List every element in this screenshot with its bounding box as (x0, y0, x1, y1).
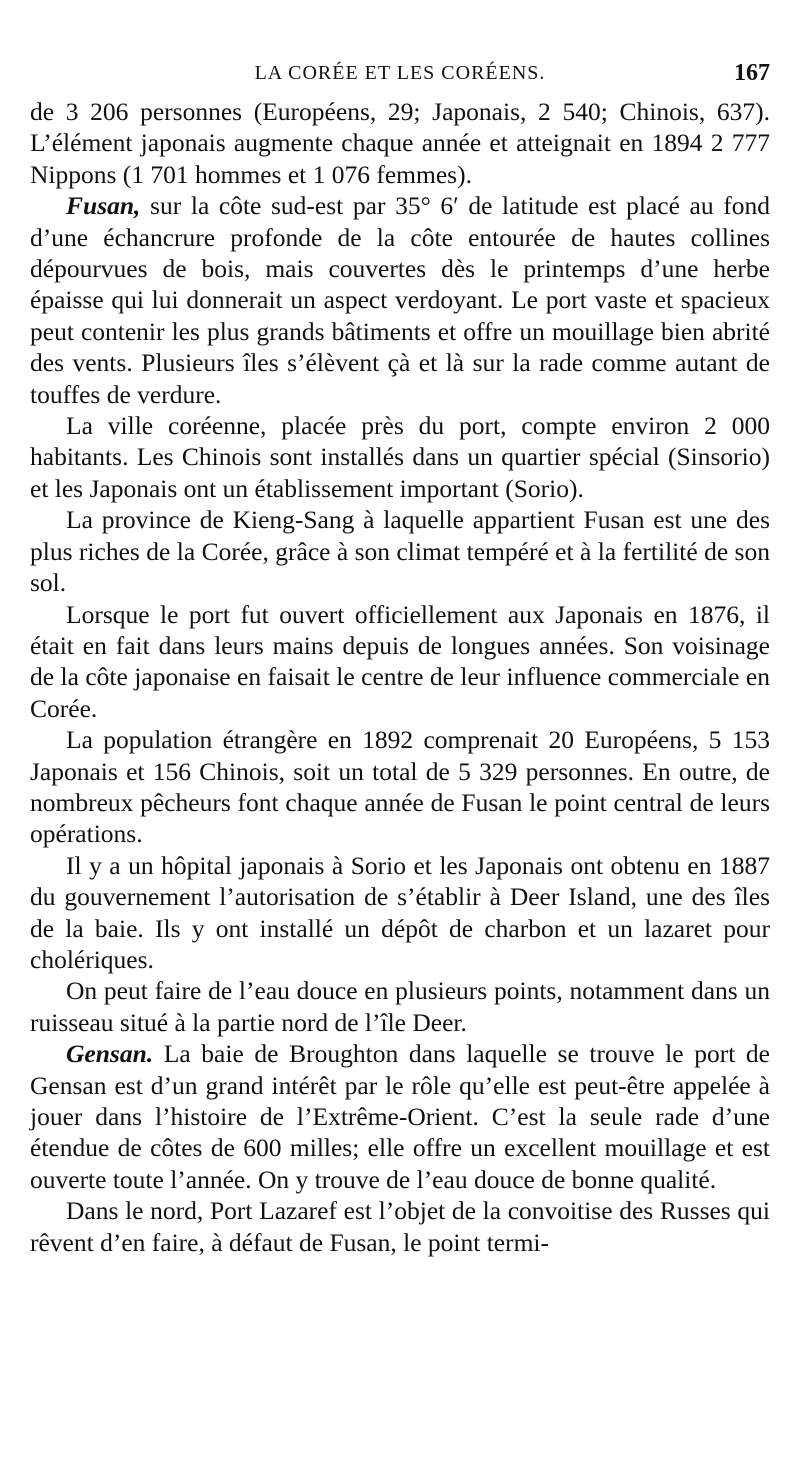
paragraph-hopital (30, 850, 770, 976)
running-title: LA CORÉE ET LES CORÉENS. (254, 62, 546, 84)
paragraph-text: Lorsque le port fut ouvert officiellement aux Japonais en 1876, il était en fait dans leurs mains depuis de longues années. Son voisinage de la côte japonaise en faisait le centre de leur influence commerciale en Corée. (30, 599, 770, 723)
paragraph-eau-douce (30, 975, 770, 1038)
running-head (30, 60, 770, 90)
paragraph-province (30, 504, 770, 598)
paragraph-population (30, 724, 770, 850)
body-text (30, 96, 770, 1258)
paragraph-lead: Fusan, (66, 191, 141, 221)
book-page (30, 0, 770, 1470)
paragraph-text: Il y a un hôpital japonais à Sorio et les Japonais ont obtenu en 1887 du gouvernement l’autorisation de s’établir à Deer Island, une des îles de la baie. Ils y ont installé un dépôt de charbon et un lazaret pour cholériques. (30, 850, 770, 974)
paragraph-text: Dans le nord, Port Lazaref est l’objet de la convoitise des Russes qui rêvent d’en faire, à défaut de Fusan, le point termi- (30, 1196, 770, 1257)
paragraph-port-ouvert (30, 599, 770, 725)
paragraph-text: On peut faire de l’eau douce en plusieurs points, notamment dans un ruisseau situé à la partie nord de l’île Deer. (30, 976, 770, 1037)
paragraph-continuation (30, 96, 770, 190)
paragraph-text: La baie de Broughton dans laquelle se trouve le port de Gensan est d’un grand intérêt par le rôle qu’elle est peut-être appelée à jouer dans l’histoire de l’Extrême-Orient. C’est la seule rade d’une étendue de côtes de 600 milles; elle offre un excellent mouillage et est ouverte toute l’année. On y trouve de l’eau douce de bonne qualité. (30, 1039, 770, 1194)
paragraph-text: La population étrangère en 1892 comprenait 20 Européens, 5 153 Japonais et 156 Chinois, soit un total de 5 329 personnes. En outre, de nombreux pêcheurs font chaque année de Fusan le point central de leurs opérations. (30, 725, 770, 849)
paragraph-text: La ville coréenne, placée près du port, compte environ 2 000 habitants. Les Chinois sont installés dans un quartier spécial (Sinsorio) et les Japonais ont un établissement important (Sorio). (30, 411, 770, 503)
paragraph-ville-coreenne (30, 410, 770, 504)
paragraph-port-lazaref (30, 1195, 770, 1258)
paragraph-text: La province de Kieng-Sang à laquelle appartient Fusan est une des plus riches de la Corée, grâce à son climat tempéré et à la fertilité de son sol. (30, 505, 770, 598)
paragraph-text: sur la côte sud-est par 35° 6′ de latitude est placé au fond d’une échancrure profonde de la côte entourée de hautes collines dépourvues de bois, mais couvertes dès le printemps d’une herbe épaisse qui lui donnerait un aspect verdoyant. Le port vaste et spacieux peut contenir les plus grands bâtiments et offre un mouillage bien abrité des vents. Plusieurs îles s’élèvent çà et là sur la rade comme autant de touffes de verdure. (30, 191, 770, 409)
paragraph-lead: Gensan. (66, 1039, 154, 1069)
page-number: 167 (734, 60, 770, 86)
paragraph-gensan (30, 1038, 770, 1195)
paragraph-text: de 3 206 personnes (Européens, 29; Japonais, 2 540; Chinois, 637). L’élément japonais augmente chaque année et atteignait en 1894 2 777 Nippons (1 701 hommes et 1 076 femmes). (30, 97, 770, 189)
paragraph-fusan (30, 190, 770, 410)
